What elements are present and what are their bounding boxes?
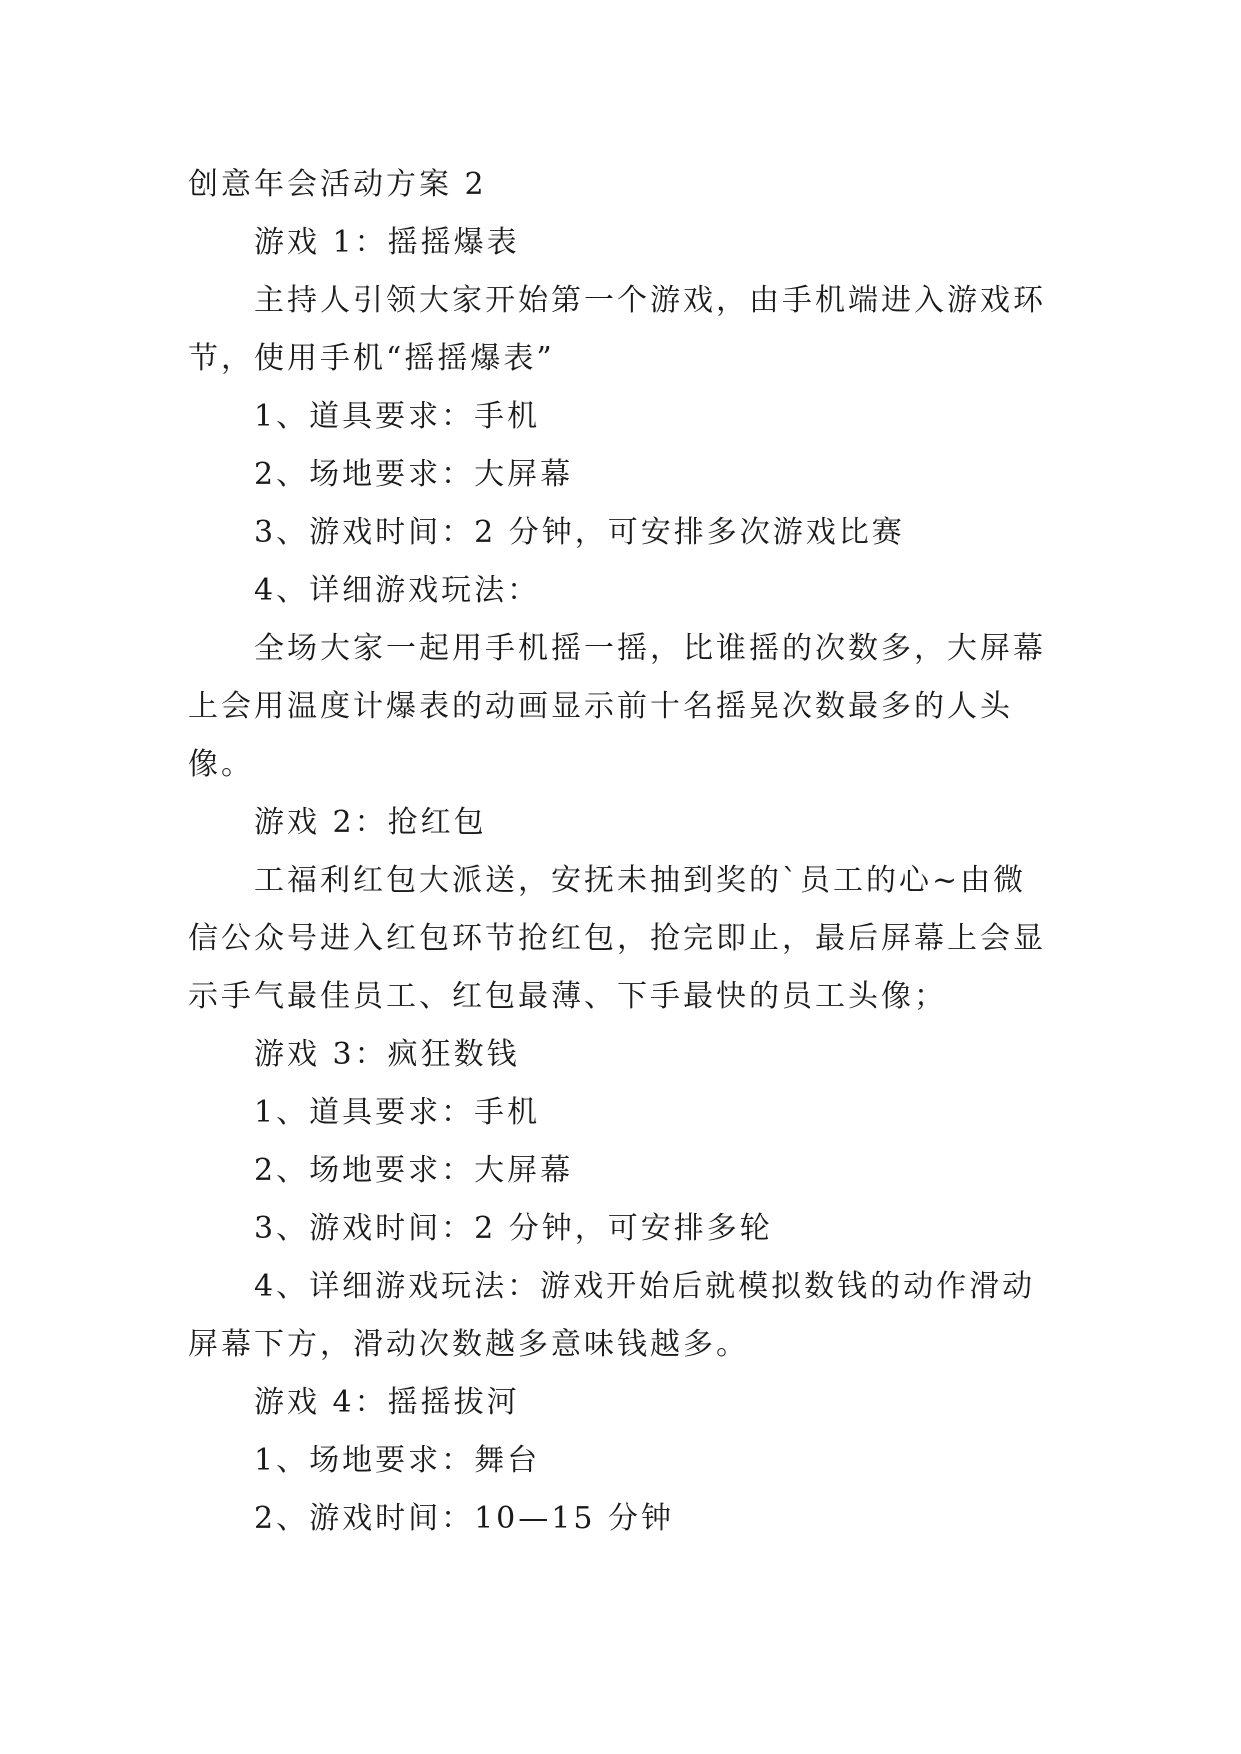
paragraph-game2-body: 工福利红包大派送，安抚未抽到奖的`员工的心~由微信公众号进入红包环节抢红包，抢完即止，最后屏幕上会显示手气最佳员工、红包最薄、下手最快的员工头像； [188,863,1046,1014]
paragraph-game3-heading: 游戏 3：疯狂数钱 [254,1037,520,1072]
paragraph-game3-rules: 4、详细游戏玩法：游戏开始后就模拟数钱的动作滑动屏幕下方，滑动次数越多意味钱越多。 [188,1269,1036,1362]
paragraph-game4-time: 2、游戏时间：10—15 分钟 [254,1501,674,1536]
paragraph-game3-time: 3、游戏时间：2 分钟，可安排多轮 [254,1211,773,1246]
document-body [188,223,1056,1557]
paragraph-game1-rules: 全场大家一起用手机摇一摇，比谁摇的次数多，大屏幕上会用温度计爆表的动画显示前十名摇晃次数最多的人头像。 [188,631,1046,782]
paragraph-game4-venue: 1、场地要求：舞台 [254,1443,541,1478]
paragraph-game4-heading: 游戏 4：摇摇拔河 [254,1385,520,1420]
paragraph-game1-rules-label: 4、详细游戏玩法： [254,573,541,608]
paragraph-game1-heading: 游戏 1：摇摇爆表 [254,225,520,260]
paragraph-game1-intro: 主持人引领大家开始第一个游戏，由手机端进入游戏环节，使用手机“摇摇爆表” [188,283,1046,376]
paragraph-game3-venue: 2、场地要求：大屏幕 [254,1153,574,1188]
paragraph-game1-props: 1、道具要求：手机 [254,399,541,434]
document-title: 创意年会活动方案 2 [188,167,487,202]
paragraph-game1-venue: 2、场地要求：大屏幕 [254,457,574,492]
paragraph-game2-heading: 游戏 2：抢红包 [254,805,487,840]
paragraph-game1-time: 3、游戏时间：2 分钟，可安排多次游戏比赛 [254,515,905,550]
paragraph-game3-props: 1、道具要求：手机 [254,1095,541,1130]
